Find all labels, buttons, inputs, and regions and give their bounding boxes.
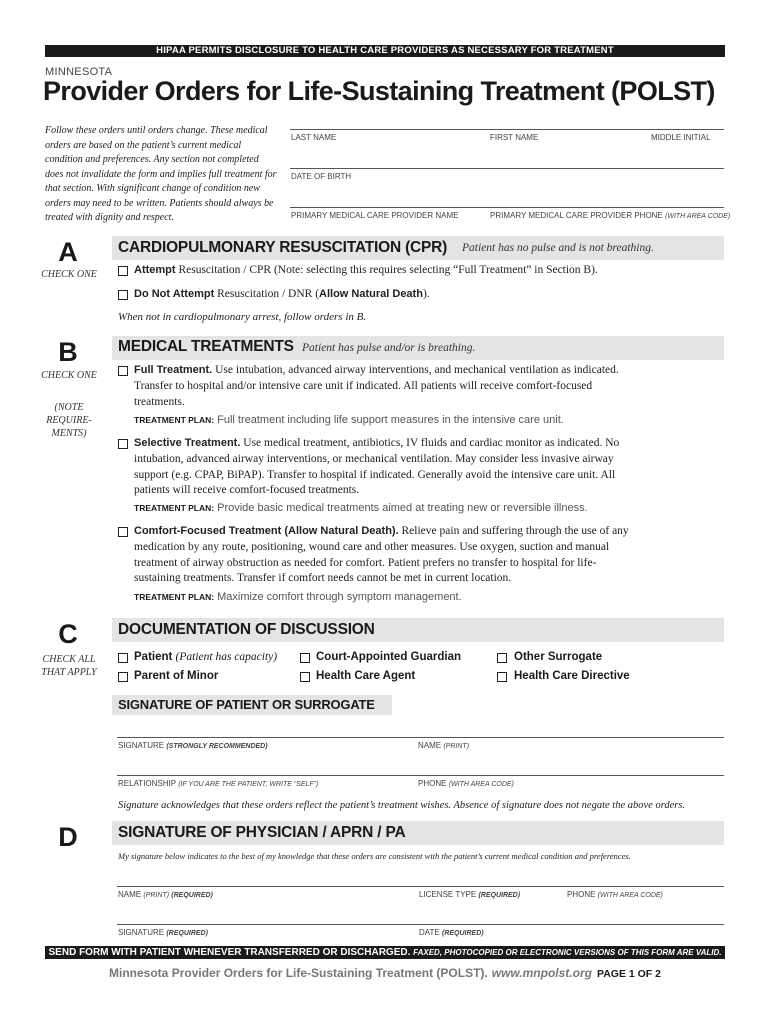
hipaa-banner: HIPAA PERMITS DISCLOSURE TO HEALTH CARE PROVIDERS AS NECESSARY FOR TREATMENT <box>45 45 725 57</box>
selective-treatment-plan: TREATMENT PLAN: Provide basic medical treatments aimed at treating new or reversible illness. <box>134 502 588 514</box>
physician-signature-label: SIGNATURE (REQUIRED) <box>118 928 208 937</box>
full-treatment-option: Full Treatment. Use intubation, advanced airway interventions, and mechanical ventilation as indicated. Transfer to hospital and/or intensive care unit if indicated. All patients will receive comfort-focused treatments. <box>134 364 619 408</box>
provider-name-label: PRIMARY MEDICAL CARE PROVIDER NAME <box>291 211 459 220</box>
court-guardian-option: Court-Appointed Guardian <box>316 651 462 663</box>
comfort-treatment-plan: TREATMENT PLAN: Maximize comfort through symptom management. <box>134 591 462 603</box>
parent-checkbox[interactable] <box>118 672 128 682</box>
dob-label: DATE OF BIRTH <box>291 172 352 181</box>
intro-text: Follow these orders until orders change. These medical orders are based on the patient’s current medical condition and preferences. Any section not completed does not invalidate the form and implies full treatment for that section. With significant change of condition new orders may need to be written. Patients should always be treated with dignity and respect. <box>45 125 277 223</box>
physician-signature-line[interactable] <box>117 924 724 925</box>
license-type-label: LICENSE TYPE (REQUIRED) <box>419 890 521 899</box>
website-link[interactable]: www.mnpolst.org <box>491 966 592 980</box>
court-guardian-checkbox[interactable] <box>300 653 310 663</box>
parent-option: Parent of Minor <box>134 670 219 682</box>
other-surrogate-option: Other Surrogate <box>514 651 603 663</box>
attempt-cpr-checkbox[interactable] <box>118 266 128 276</box>
dnr-checkbox[interactable] <box>118 290 128 300</box>
selective-treatment-checkbox[interactable] <box>118 439 128 449</box>
dob-line[interactable] <box>290 168 724 169</box>
comfort-treatment-option: Comfort-Focused Treatment (Allow Natural Death). Relieve pain and suffering through the use of any medication by any route, positioning, wound care and other measures. Use oxygen, suction and manual treatment of airway obstruction as needed for comfort. Patient prefers no transfer to hospital for life-sustaining treatments. Transfer if comfort needs cannot be met in current location. <box>134 525 629 585</box>
dnr-option: Do Not Attempt Resuscitation / DNR (Allow Natural Death). <box>134 288 430 300</box>
relationship-label: RELATIONSHIP (IF YOU ARE THE PATIENT, WRITE “SELF”) <box>118 779 319 788</box>
provider-phone-label: PRIMARY MEDICAL CARE PROVIDER PHONE (WITH AREA CODE) <box>490 211 731 220</box>
section-a-subtitle: Patient has no pulse and is not breathing. <box>462 242 654 254</box>
date-label: DATE (REQUIRED) <box>419 928 484 937</box>
physician-phone-label: PHONE (WITH AREA CODE) <box>567 890 663 899</box>
section-c-title: DOCUMENTATION OF DISCUSSION <box>118 621 375 638</box>
section-b-check-note: CHECK ONE <box>41 370 97 381</box>
physician-name-label: NAME (PRINT) (REQUIRED) <box>118 890 213 899</box>
attempt-cpr-option: Attempt Resuscitation / CPR (Note: selecting this requires selecting “Full Treatment” in Section B). <box>134 264 598 276</box>
section-a-check-note: CHECK ONE <box>41 269 97 280</box>
section-c-letter: C <box>58 619 78 649</box>
signature-acknowledgement: Signature acknowledges that these orders reflect the patient’s treatment wishes. Absence of signature does not negate the above orders. <box>118 800 686 811</box>
state-label: MINNESOTA <box>45 66 113 78</box>
health-care-directive-option: Health Care Directive <box>514 670 630 682</box>
section-b-title: MEDICAL TREATMENTS <box>118 338 294 355</box>
patient-option: Patient (Patient has capacity) <box>134 651 278 663</box>
surrogate-phone-label: PHONE (WITH AREA CODE) <box>418 779 514 788</box>
form-title: Provider Orders for Life-Sustaining Treatment (POLST) <box>43 76 715 106</box>
section-b-subtitle: Patient has pulse and/or is breathing. <box>302 342 476 354</box>
section-d-title: SIGNATURE OF PHYSICIAN / APRN / PA <box>118 824 406 841</box>
physician-statement: My signature below indicates to the best of my knowledge that these orders are consistent with the patient’s current medical condition and preferences. <box>118 851 631 861</box>
surrogate-signature-title: SIGNATURE OF PATIENT OR SURROGATE <box>118 697 375 712</box>
section-b-letter: B <box>58 337 78 367</box>
section-a-title: CARDIOPULMONARY RESUSCITATION (CPR) <box>118 239 448 256</box>
full-treatment-checkbox[interactable] <box>118 366 128 376</box>
health-care-agent-option: Health Care Agent <box>316 670 416 682</box>
relationship-line[interactable] <box>117 775 724 776</box>
selective-treatment-option: Selective Treatment. Use medical treatment, antibiotics, IV fluids and cardiac monitor as indicated. No intubation, advanced airway interventions, or mechanical ventilation. May consider less invasive airway support (e.g. CPAP, BiPAP). Transfer to hospital if indicated. Generally avoid the intensive care unit. All patients will receive comfort-focused treatments. <box>134 437 620 497</box>
section-c-check-note: CHECK ALL THAT APPLY <box>41 654 97 678</box>
health-care-agent-checkbox[interactable] <box>300 672 310 682</box>
section-a-letter: A <box>58 237 78 267</box>
first-name-label: FIRST NAME <box>490 133 539 142</box>
patient-checkbox[interactable] <box>118 653 128 663</box>
form-footer: Minnesota Provider Orders for Life-Sustaining Treatment (POLST). www.mnpolst.org PAGE 1 OF 2 <box>109 966 661 980</box>
comfort-treatment-checkbox[interactable] <box>118 527 128 537</box>
surrogate-signature-line[interactable] <box>117 737 724 738</box>
section-d-letter: D <box>58 822 78 852</box>
surrogate-name-label: NAME (PRINT) <box>418 741 470 750</box>
surrogate-signature-label: SIGNATURE (STRONGLY RECOMMENDED) <box>118 741 268 750</box>
health-care-directive-checkbox[interactable] <box>497 672 507 682</box>
section-b-requirements-note: (NOTE REQUIRE-MENTS) <box>46 402 92 439</box>
provider-line[interactable] <box>290 207 724 208</box>
full-treatment-plan: TREATMENT PLAN: Full treatment including life support measures in the intensive care unit. <box>134 414 564 426</box>
send-form-banner: SEND FORM WITH PATIENT WHENEVER TRANSFERRED OR DISCHARGED. FAXED, PHOTOCOPIED OR ELECTRONIC VERSIONS OF THIS FORM ARE VALID. <box>45 946 725 959</box>
middle-initial-label: MIDDLE INITIAL <box>651 133 711 142</box>
section-a-note: When not in cardiopulmonary arrest, follow orders in B. <box>118 311 367 323</box>
patient-name-line[interactable] <box>290 129 724 130</box>
other-surrogate-checkbox[interactable] <box>497 653 507 663</box>
physician-name-line[interactable] <box>117 886 724 887</box>
last-name-label: LAST NAME <box>291 133 337 142</box>
